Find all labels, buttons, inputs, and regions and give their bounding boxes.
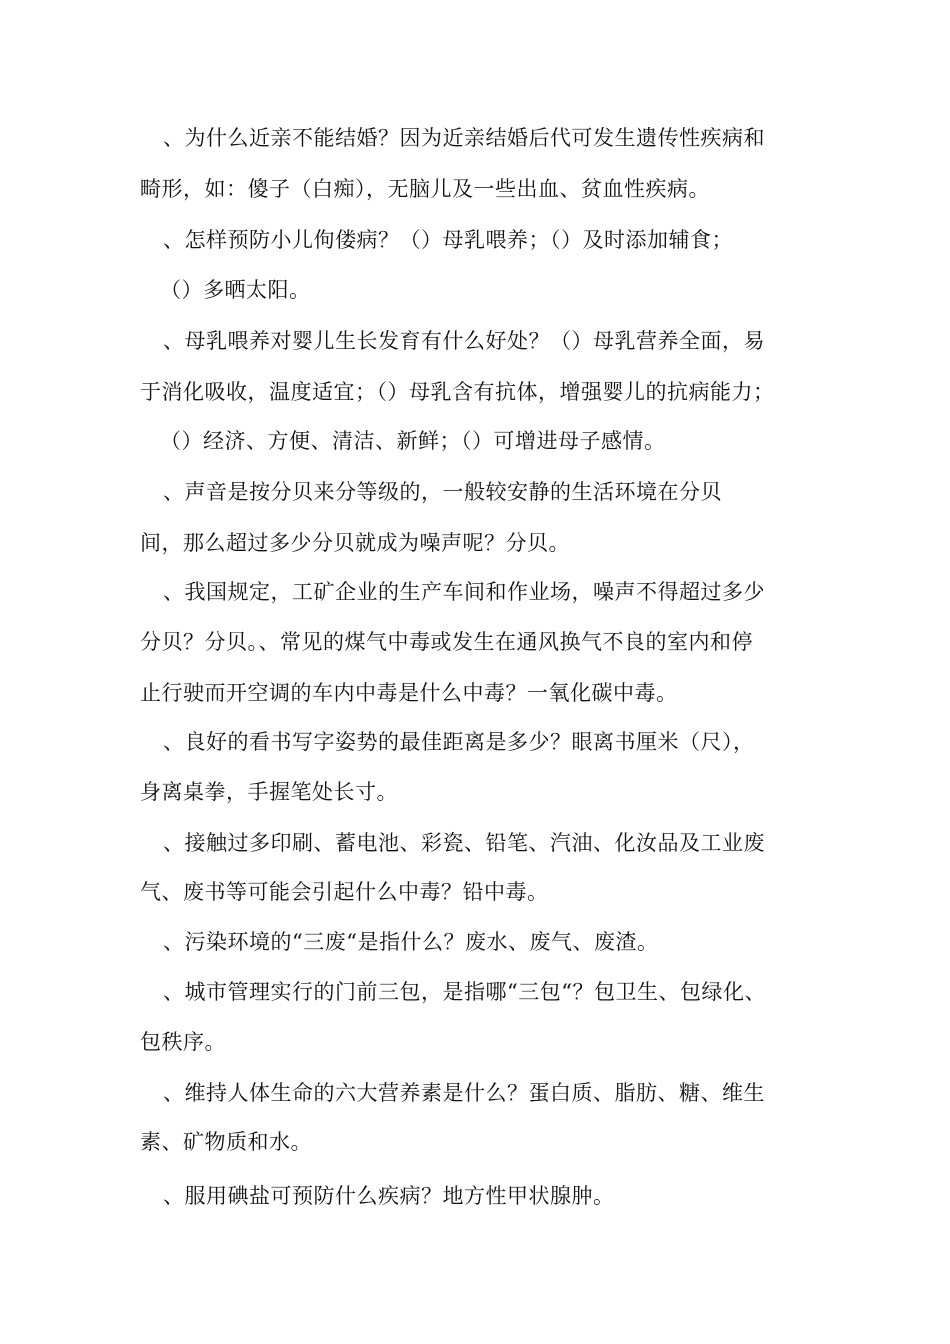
text-line-21: 素、矿物质和水。 (140, 1130, 312, 1154)
text-line-10: 、我国规定，工矿企业的生产车间和作业场，噪声不得超过多少 (163, 580, 765, 604)
text-line-11: 分贝？分贝。、常见的煤气中毒或发生在通风换气不良的室内和停 (140, 630, 753, 654)
text-line-8: 、声音是按分贝来分等级的，一般较安静的生活环境在分贝 (163, 480, 722, 504)
text-line-9: 间，那么超过多少分贝就成为噪声呢？分贝。 (140, 531, 570, 555)
text-line-17: 、污染环境的“三废“是指什么？废水、废气、废渣。 (163, 930, 659, 954)
text-line-20: 、维持人体生命的六大营养素是什么？蛋白质、脂肪、糖、维生 (163, 1081, 765, 1105)
text-line-14: 身离桌拳，手握笔处长寸。 (140, 780, 398, 804)
text-line-18: 、城市管理实行的门前三包，是指哪“三包“？包卫生、包绿化、 (163, 980, 766, 1004)
text-line-1: 、为什么近亲不能结婚？因为近亲结婚后代可发生遗传性疾病和 (163, 126, 765, 150)
text-line-2: 畸形，如：傻子（白痴），无脑儿及一些出血、贫血性疾病。 (140, 177, 710, 201)
text-line-13: 、良好的看书写字姿势的最佳距离是多少？眼离书厘米（尺）， (163, 730, 755, 754)
text-line-3: 、怎样预防小儿佝偻病？（）母乳喂养；（）及时添加辅食； (163, 228, 733, 252)
text-line-6: 于消化吸收，温度适宜；（）母乳含有抗体，增强婴儿的抗病能力； (140, 380, 775, 404)
text-line-16: 气、废书等可能会引起什么中毒？铅中毒。 (140, 880, 549, 904)
text-line-19: 包秩序。 (140, 1030, 226, 1054)
text-line-5: 、母乳喂养对婴儿生长发育有什么好处？（）母乳营养全面，易 (163, 329, 765, 353)
text-line-7: （）经济、方便、清洁、新鲜；（）可增进母子感情。 (160, 429, 666, 453)
text-line-22: 、服用碘盐可预防什么疾病？地方性甲状腺肿。 (163, 1184, 615, 1208)
text-line-12: 止行驶而开空调的车内中毒是什么中毒？一氧化碳中毒。 (140, 681, 678, 705)
text-line-4: （）多晒太阳。 (160, 278, 311, 302)
text-line-15: 、接触过多印刷、蓄电池、彩瓷、铅笔、汽油、化汝品及工业废 (163, 831, 765, 855)
